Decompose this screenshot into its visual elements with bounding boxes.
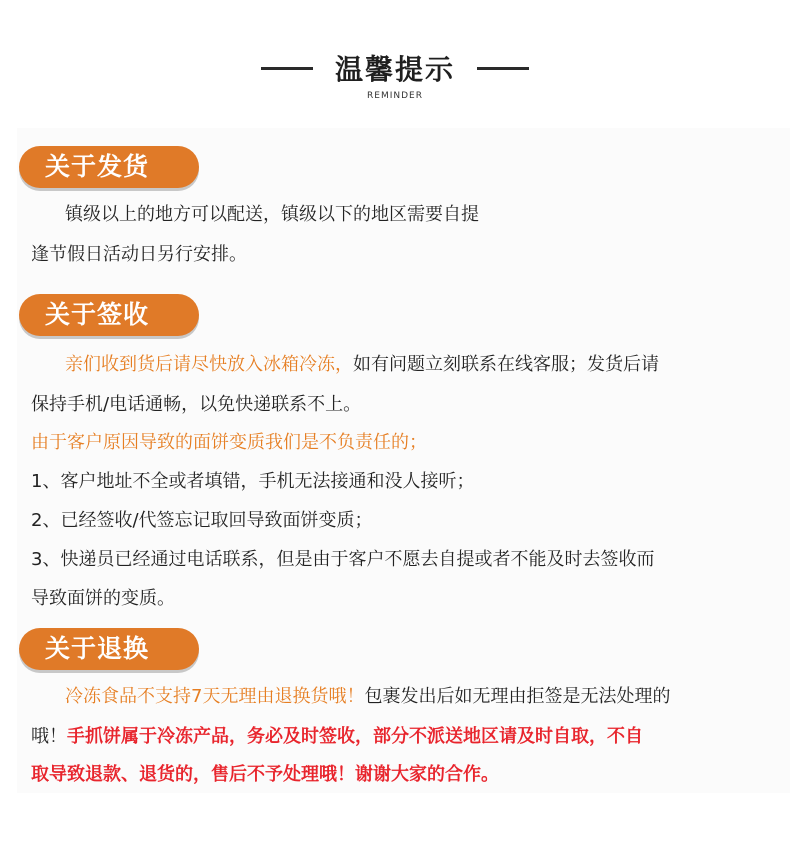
text-segment: 保持手机/电话通畅，以免快递联系不上。 [31, 394, 362, 415]
section-line [31, 547, 654, 573]
content-panel [17, 128, 790, 793]
page-title: 温馨提示 [334, 53, 455, 86]
text-segment-warning: 取导致退款、退货的，售后不予处理哦！谢谢大家的合作。 [31, 764, 499, 785]
text-segment: 镇级以上的地方可以配送，镇级以下的地区需要自提 [65, 204, 479, 225]
header-right-line [477, 67, 529, 70]
header-row [0, 48, 790, 88]
header-left-line [261, 67, 313, 70]
section-line [31, 469, 474, 495]
text-segment-highlight: 亲们收到货后请尽快放入冰箱冷冻， [65, 354, 353, 375]
text-segment-highlight: 由于客户原因导致的面饼变质我们是不负责任的； [31, 432, 427, 453]
text-segment: 导致面饼的变质。 [31, 588, 175, 609]
section-line [65, 684, 670, 710]
section-title-receipt: 关于签收 [19, 294, 199, 336]
text-segment: 哦！ [31, 726, 67, 747]
text-segment: 包裹发出后如无理由拒签是无法处理的 [364, 686, 671, 707]
section-title-shipping: 关于发货 [19, 146, 199, 188]
section-line [31, 762, 499, 788]
section-title-returns: 关于退换 [19, 628, 199, 670]
text-segment: 逢节假日活动日另行安排。 [31, 244, 247, 265]
text-segment: 1、客户地址不全或者填错，手机无法接通和没人接听； [31, 471, 475, 492]
section-line [31, 508, 373, 534]
text-segment-warning: 手抓饼属于冷冻产品，务必及时签收，部分不派送地区请及时自取，不自 [67, 726, 643, 747]
text-segment: 如有问题立刻联系在线客服；发货后请 [353, 354, 659, 375]
section-line [65, 202, 479, 228]
section-line [31, 430, 427, 456]
page-subtitle: REMINDER [367, 91, 423, 101]
text-segment: 2、已经签收/代签忘记取回导致面饼变质； [31, 510, 373, 531]
section-line [31, 724, 643, 750]
header [0, 48, 790, 101]
text-segment: 3、快递员已经通过电话联系，但是由于客户不愿去自提或者不能及时去签收而 [31, 549, 655, 570]
text-segment-highlight: 冷冻食品不支持7天无理由退换货哦！ [65, 686, 365, 707]
section-line [31, 586, 175, 612]
section-line [31, 392, 361, 418]
section-line [31, 242, 247, 268]
section-line [65, 352, 659, 378]
